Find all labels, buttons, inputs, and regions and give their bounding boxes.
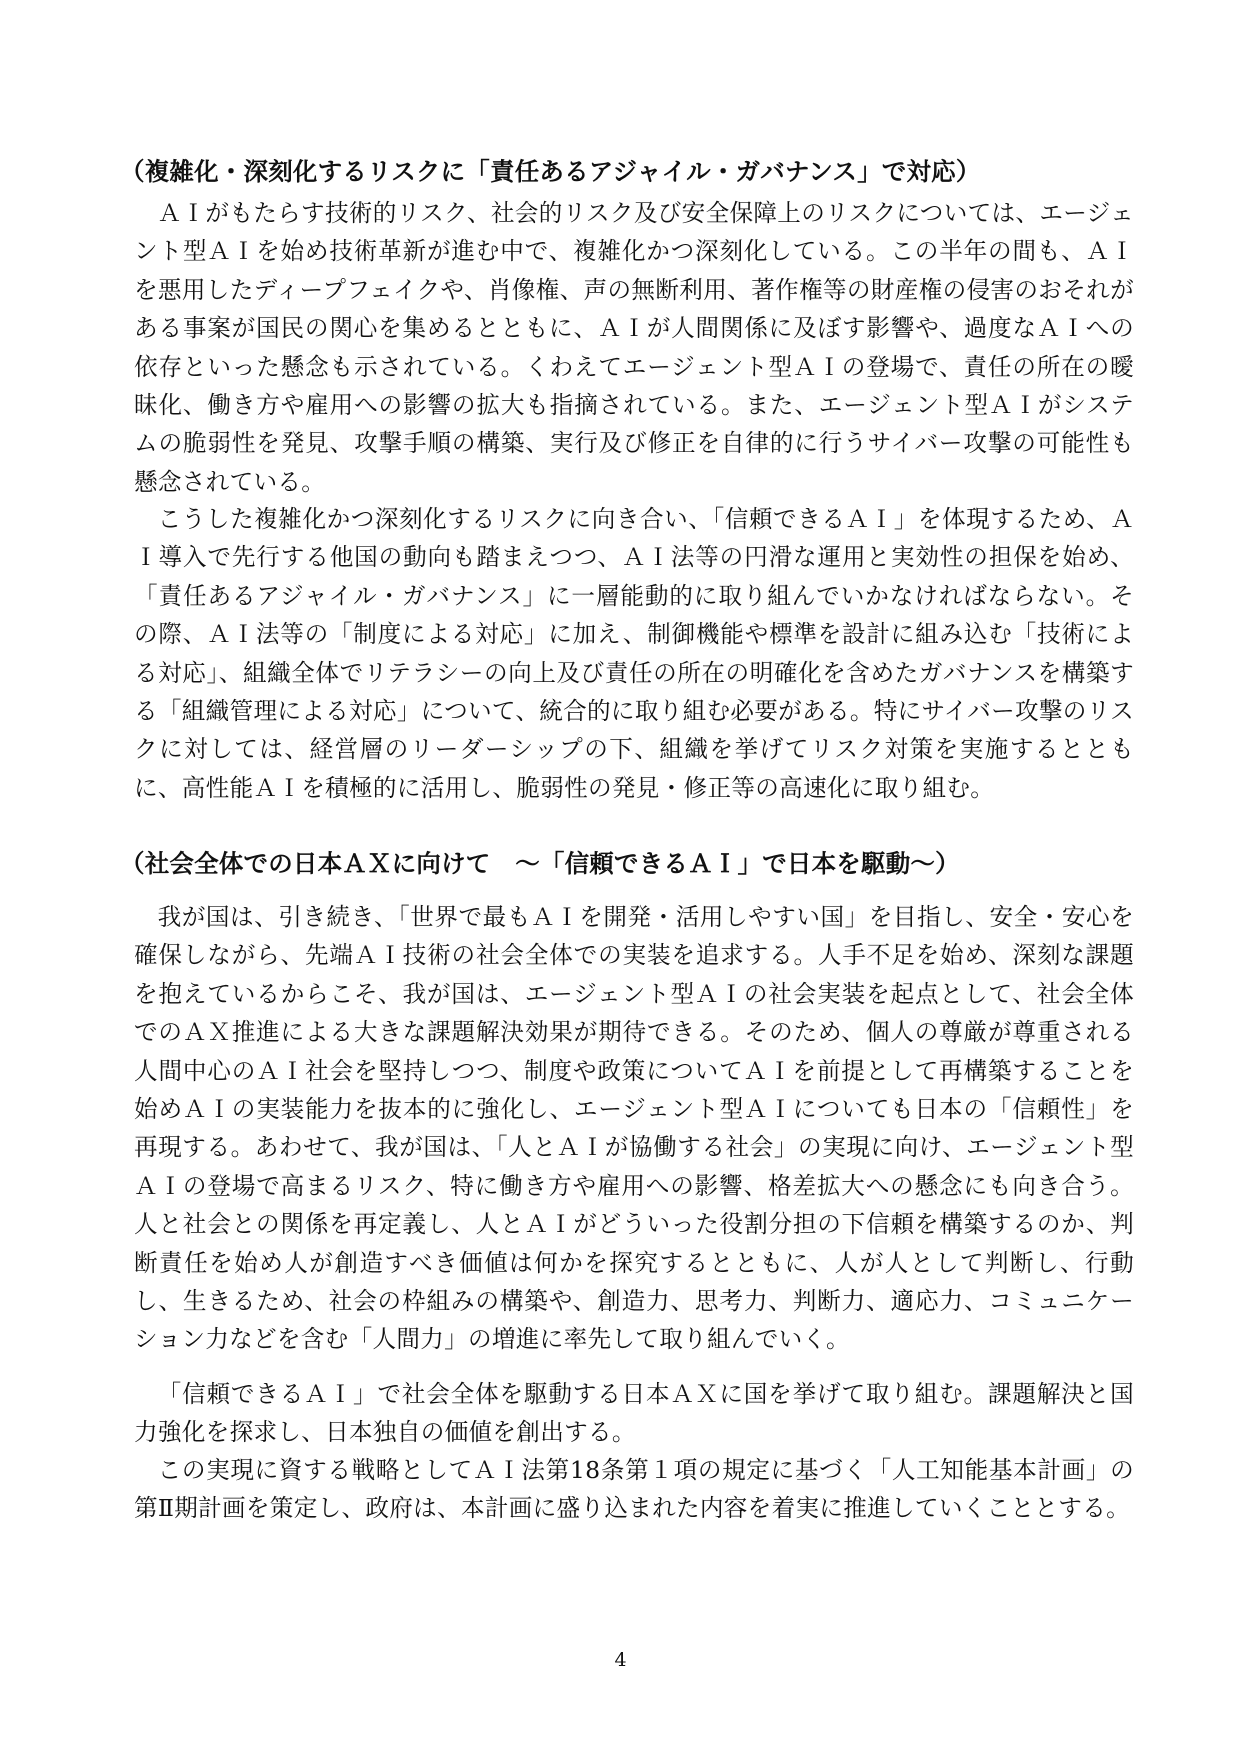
paragraph-risks: ＡＩがもたらす技術的リスク、社会的リスク及び安全保障上のリスクについては、エージェント型ＡＩを始め技術革新が進む中で、複雑化かつ深刻化している。この半年の間も、ＡＩを悪用したディープフェイクや、肖像権、声の無断利用、著作権等の財産権の侵害のおそれがある事案が国民の関心を集めるとともに、ＡＩが人間関係に及ぼす影響や、過度なＡＩへの依存といった懸念も示されている。くわえてエージェント型ＡＩの登場で、責任の所在の曖昧化、働き方や雇用への影響の拡大も指摘されている。また、エージェント型ＡＩがシステムの脆弱性を発見、攻撃手順の構築、実行及び修正を自律的に行うサイバー攻撃の可能性も懸念されている。 [134, 199, 1134, 496]
paragraph-agile-governance: こうした複雑化かつ深刻化するリスクに向き合い、「信頼できるＡＩ」を体現するため、ＡＩ導入で先行する他国の動向も踏まえつつ、ＡＩ法等の円滑な運用と実効性の担保を始め、「責任あるアジャイル・ガバナンス」に一層能動的に取り組んでいかなければならない。その際、ＡＩ法等の「制度による対応」に加え、制御機能や標準を設計に組み込む「技術による対応」、組織全体でリテラシーの向上及び責任の所在の明確化を含めたガバナンスを構築する「組織管理による対応」について、統合的に取り組む必要がある。特にサイバー攻撃のリスクに対しては、経営層のリーダーシップの下、組織を挙げてリスク対策を実施するとともに、高性能ＡＩを積極的に活用し、脆弱性の発見・修正等の高速化に取り組む。 [134, 505, 1134, 802]
paragraph-japan-ai-society: 我が国は、引き続き、「世界で最もＡＩを開発・活用しやすい国」を目指し、安全・安心を確保しながら、先端ＡＩ技術の社会全体での実装を追求する。人手不足を始め、深刻な課題を抱えているからこそ、我が国は、エージェント型ＡＩの社会実装を起点として、社会全体でのＡＸ推進による大きな課題解決効果が期待できる。そのため、個人の尊厳が尊重される人間中心のＡＩ社会を堅持しつつ、制度や政策についてＡＩを前提として再構築することを始めＡＩの実装能力を抜本的に強化し、エージェント型ＡＩについても日本の「信頼性」を再現する。あわせて、我が国は、「人とＡＩが協働する社会」の実現に向け、エージェント型ＡＩの登場で高まるリスク、特に働き方や雇用への影響、格差拡大への懸念にも向き合う。人と社会との関係を再定義し、人とＡＩがどういった役割分担の下信頼を構築するのか、判断責任を始め人が創造すべき価値は何かを探究するとともに、人が人として判断し、行動し、生きるため、社会の枠組みの構築や、創造力、思考力、判断力、適応力、コミュニケーション力などを含む「人間力」の増進に率先して取り組んでいく。 [134, 903, 1134, 1354]
page-number: 4 [614, 1649, 627, 1671]
paragraph-trustworthy-ai: 「信頼できるＡＩ」で社会全体を駆動する日本ＡＸに国を挙げて取り組む。課題解決と国力強化を探求し、日本独自の価値を創出する。 [134, 1380, 1134, 1447]
section-heading-japan-ax: （社会全体での日本ＡＸに向けて ～「信頼できるＡＩ」で日本を駆動～） [120, 849, 960, 878]
section-heading-risk-governance: （複雑化・深刻化するリスクに「責任あるアジャイル・ガバナンス」で対応） [120, 157, 981, 186]
paragraph-basic-plan: この実現に資する戦略としてＡＩ法第18条第１項の規定に基づく「人工知能基本計画」の第Ⅱ期計画を策定し、政府は、本計画に盛り込まれた内容を着実に推進していくこととする。 [134, 1456, 1134, 1523]
